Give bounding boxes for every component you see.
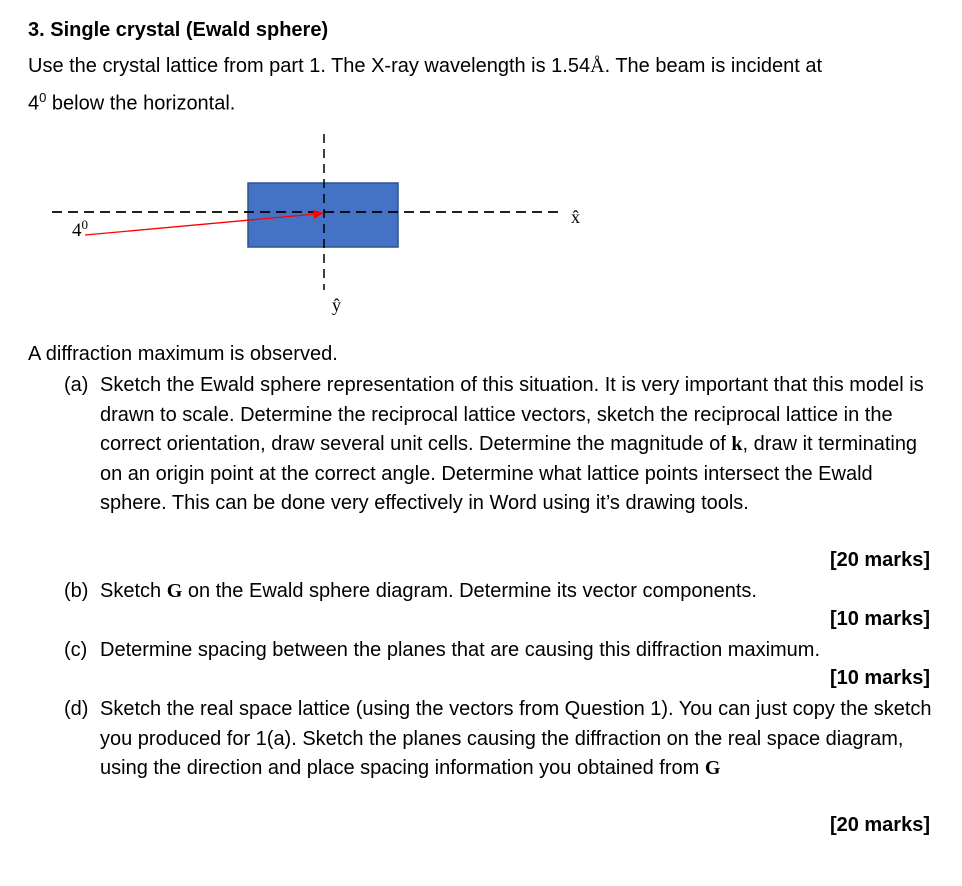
part-c-text: Determine spacing between the planes that are causing this diffraction maximum. [100, 639, 821, 661]
part-a-marks: [20 marks] [829, 549, 930, 571]
question-title: 3. Single crystal (Ewald sphere) [28, 19, 329, 41]
part-c [64, 636, 934, 666]
part-b-label: (b) [64, 580, 89, 602]
part-b-text [100, 577, 934, 607]
angstrom-symbol: Å [590, 55, 605, 77]
observed-statement: A diffraction maximum is observed. [28, 343, 338, 365]
part-a-text-2: , draw it terminating on an origin point at the correct angle. Determine what lattice points intersect the Ewald sphere. This can be done very effectively in Word using it’s drawing tools. [100, 433, 918, 514]
part-c-marks: [10 marks] [829, 667, 930, 689]
part-b-text-2: on the Ewald sphere diagram. Determine its vector components. [182, 580, 757, 602]
question-intro [28, 51, 933, 120]
part-a-label: (a) [64, 374, 89, 396]
crystal-block [248, 183, 398, 247]
part-a-text [100, 371, 934, 519]
part-d-label: (d) [64, 698, 89, 720]
part-d-marks: [20 marks] [829, 814, 930, 836]
g-symbol: G [704, 757, 721, 779]
intro-text-before: Use the crystal lattice from part 1. The X-ray wavelength is 1.54 [28, 55, 591, 77]
intro-angle-value: 4 [28, 92, 40, 115]
angle-label [72, 217, 88, 241]
intro-angle-degree: 0 [39, 90, 47, 105]
part-c-label: (c) [64, 639, 88, 661]
crystal-beam-figure [0, 120, 962, 320]
angle-label-value: 4 [72, 220, 82, 241]
part-d [64, 695, 934, 784]
intro-text-end: below the horizontal. [46, 92, 236, 115]
part-a-text-1: Sketch the Ewald sphere representation of this situation. It is very important that this model is drawn to scale. Determine the reciprocal lattice vectors, sketch the reciprocal lattice in the correct orientation, draw several unit cells. Determine the magnitude of [100, 374, 924, 455]
angle-label-degree: 0 [81, 217, 88, 232]
part-b-text-1: Sketch [100, 580, 167, 602]
part-d-text-1: Sketch the real space lattice (using the vectors from Question 1). You can just copy the sketch you produced for 1(a). Sketch the planes causing the diffraction on the real space diagram, using the direction and place spacing information you obtained from [100, 698, 932, 779]
y-axis-label: ŷ [332, 295, 341, 315]
x-axis-label: x̂ [571, 207, 580, 227]
part-b-marks: [10 marks] [829, 608, 930, 630]
part-d-text [100, 695, 934, 784]
k-symbol: k [731, 433, 743, 455]
part-a [64, 371, 934, 519]
intro-text-after: . The beam is incident at [604, 55, 823, 77]
part-b [64, 577, 934, 607]
g-symbol: G [166, 580, 183, 602]
